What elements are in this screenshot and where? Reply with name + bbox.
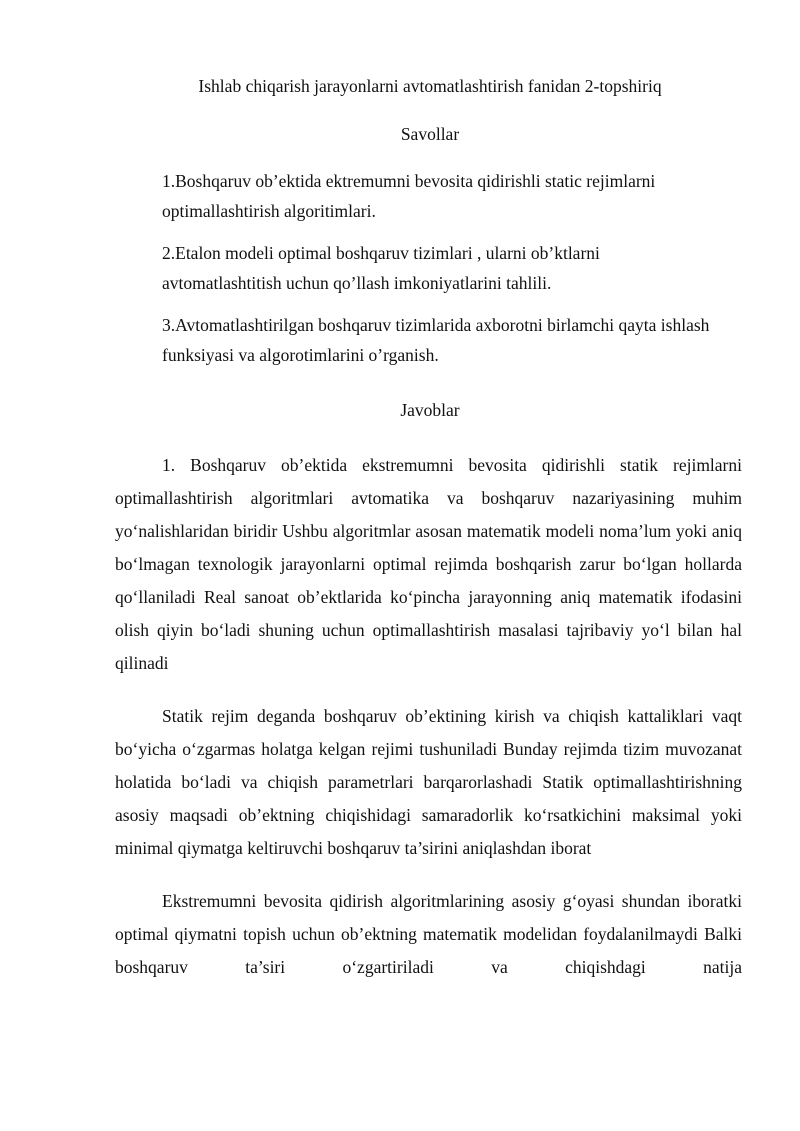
question-item: 2.Etalon modeli optimal boshqaruv tizimlari , ularni ob’ktlarni avtomatlashtitish uchun qo’llash imkoniyatlarini tahlili. [162,243,600,293]
answers-body [115,449,742,984]
document-title: Ishlab chiqarish jarayonlarni avtomatlashtirish fanidan 2-topshiriq [198,76,662,96]
question-item: 3.Avtomatlashtirilgan boshqaruv tizimlarida axborotni birlamchi qayta ishlash funksiyasi va algorotimlarini o’rganish. [162,315,710,365]
questions-list [162,166,722,382]
answers-heading: Javoblar [400,400,460,420]
question-item: 1.Boshqaruv ob’ektida ektremumni bevosita qidirishli static rejimlarni optimallashtirish algoritimlari. [162,171,656,221]
answer-paragraph: Statik rejim deganda boshqaruv ob’ektining kirish va chiqish kattaliklari vaqt bo‘yicha o‘zgarmas holatga kelgan rejimi tushuniladi Bunday rejimda tizim muvozanat holatida bo‘ladi va chiqish parametrlari barqarorlashadi Statik optimallashtirishning asosiy maqsadi ob’ektning chiqishidagi samaradorlik ko‘rsatkichini maksimal yoki minimal qiymatga keltiruvchi boshqaruv ta’sirini aniqlashdan iborat [115,706,742,858]
answer-paragraph: 1. Boshqaruv ob’ektida ekstremumni bevosita qidirishli statik rejimlarni optimallashtirish algoritmlari avtomatika va boshqaruv nazariyasining muhim yo‘nalishlaridan biridir Ushbu algoritmlar asosan matematik modeli noma’lum yoki aniq bo‘lmagan texnologik jarayonlarni optimal rejimda boshqarish zarur bo‘lgan hollarda qo‘llaniladi Real sanoat ob’ektlarida ko‘pincha jarayonning aniq matematik ifodasini olish qiyin bo‘ladi shuning uchun optimallashtirish masalasi tajribaviy yo‘l bilan hal qilinadi [115,455,742,673]
questions-heading: Savollar [400,124,460,144]
answer-paragraph: Ekstremumni bevosita qidirish algoritmlarining asosiy g‘oyasi shundan iboratki optimal qiymatni topish uchun ob’ektning matematik modelidan foydalanilmaydi Balki boshqaruv ta’siri o‘zgartiriladi va chiqishdagi natija [115,891,742,977]
